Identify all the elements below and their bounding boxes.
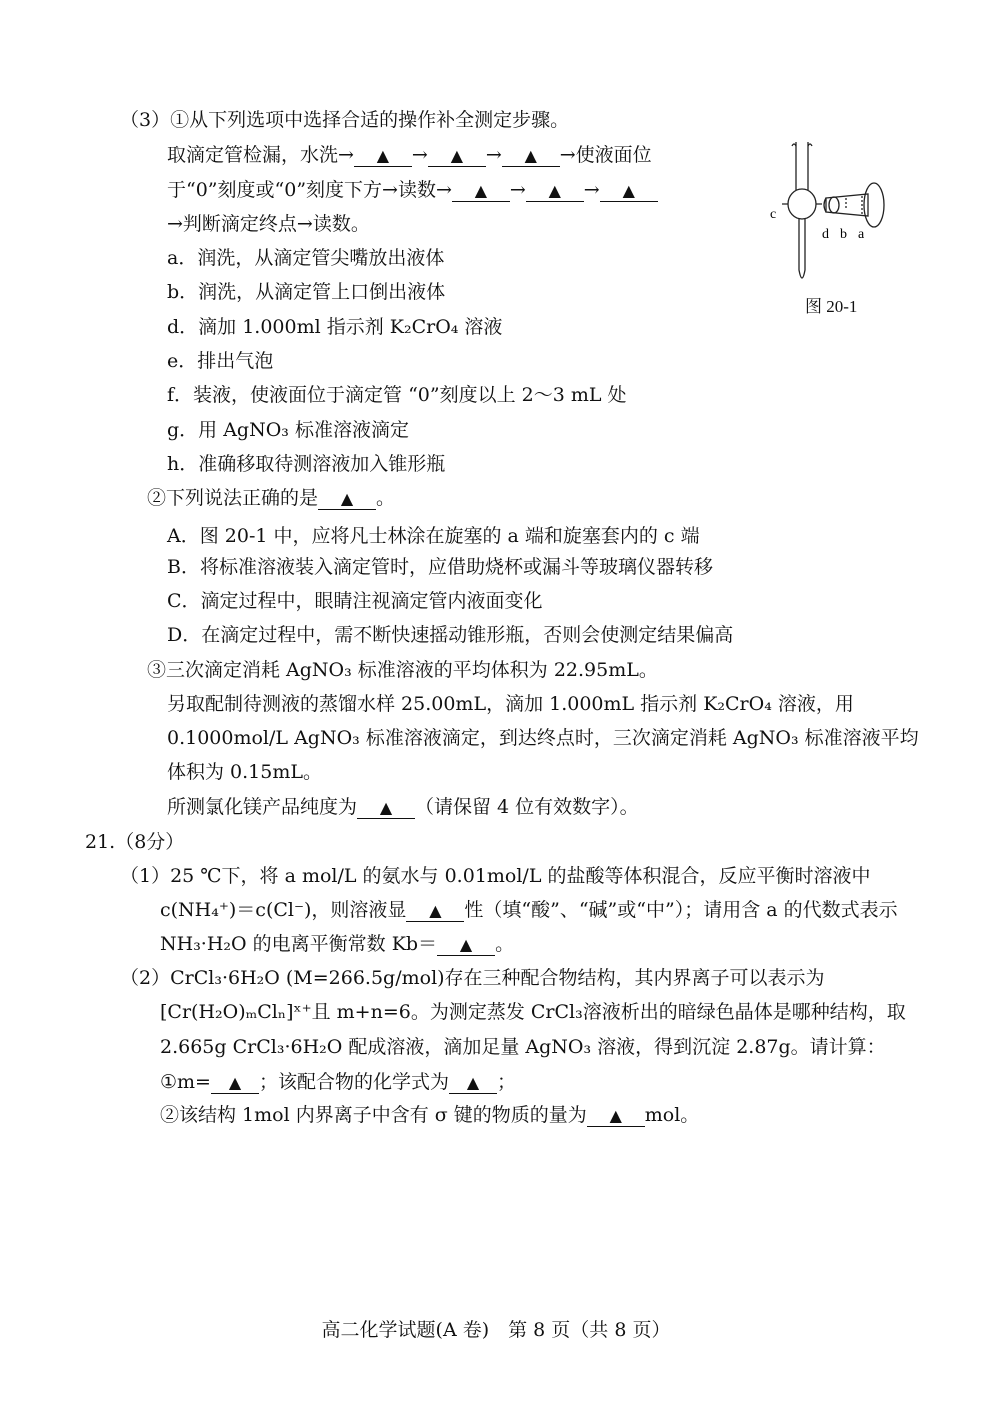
answer-blank[interactable]: [449, 1072, 497, 1094]
triangle-icon: ▲: [340, 489, 354, 508]
triangle-icon: ▲: [450, 146, 463, 165]
option-d: d．滴加 1.000ml 指示剂 K₂CrO₄ 溶液: [167, 316, 503, 338]
option-b: b．润洗，从滴定管上口倒出液体: [167, 281, 446, 303]
plug-handle: [864, 183, 884, 227]
step-line-1-text: 取滴定管检漏，水洗→: [167, 144, 354, 166]
answer-blank[interactable]: [357, 797, 415, 819]
triangle-icon: ▲: [376, 146, 390, 165]
q21-part2-line-1: （2）CrCl₃·6H₂O (M=266.5g/mol)存在三种配合物结构，其内界离子可以表示为: [120, 967, 825, 989]
q21-p2-q2-tail: mol。: [644, 1104, 700, 1126]
question-3-line-4: 体积为 0.15mL。: [167, 761, 322, 783]
q21-p1-l3-text: NH₃·H₂O 的电离平衡常数 Kb＝: [160, 933, 438, 955]
purity-text: 所测氯化镁产品纯度为: [167, 796, 358, 818]
arrow: →: [485, 144, 502, 166]
stopcock-sleeve: [788, 189, 816, 219]
figure-label-a: a: [858, 227, 865, 242]
purity-line: [167, 795, 639, 819]
q21-p1-l2-tail: 性（填“酸”、“碱”或“中”）；请用含 a 的代数式表示: [464, 899, 898, 921]
option-f: f．装液，使液面位于滴定管 “0”刻度以上 2～3 mL 处: [167, 384, 627, 406]
step-line-1-end: →使液面位: [559, 144, 652, 166]
figure-caption: 图 20-1: [805, 297, 858, 316]
q21-part2-question-2: [160, 1103, 699, 1127]
triangle-icon: ▲: [379, 798, 393, 817]
q20-part3-heading: （3）①从下列选项中选择合适的操作补全测定步骤。: [120, 109, 570, 131]
figure-label-c: c: [770, 207, 777, 222]
q21-p1-l3-tail: 。: [495, 933, 515, 955]
question-2-heading: [147, 486, 395, 510]
burette-tip: [799, 219, 805, 278]
triangle-icon: ▲: [466, 1073, 480, 1092]
answer-blank[interactable]: [318, 488, 376, 510]
plug-hole: [829, 197, 839, 213]
page-footer: 高二化学试题(A 卷) 第 8 页（共 8 页）: [321, 1319, 671, 1341]
q21-part1-line-1: （1）25 ℃下，将 a mol/L 的氨水与 0.01mol/L 的盐酸等体积混合，反应平衡时溶液中: [120, 865, 871, 887]
question-2-text: ②下列说法正确的是: [147, 487, 319, 509]
choice-a: A．图 20-1 中，应将凡士林涂在旋塞的 a 端和旋塞套内的 c 端: [167, 525, 700, 547]
q21-heading: 21.（8分）: [85, 831, 185, 853]
answer-blank[interactable]: [587, 1105, 645, 1127]
q21-p2-q1-tail: ；: [497, 1071, 517, 1093]
q21-part2-question-1: [160, 1070, 516, 1094]
q21-p2-q2-text: ②该结构 1mol 内界离子中含有 σ 键的物质的量为: [160, 1104, 587, 1126]
answer-blank[interactable]: [437, 934, 495, 956]
choice-d: D．在滴定过程中，需不断快速摇动锥形瓶，否则会使测定结果偏高: [167, 624, 734, 646]
triangle-icon: ▲: [622, 181, 635, 200]
arrow: →: [411, 144, 428, 166]
q21-part2-line-3: 2.665g CrCl₃·6H₂O 配成溶液，滴加足量 AgNO₃ 溶液，得到沉淀 2.87g。请计算：: [160, 1036, 886, 1058]
q21-p1-l2-text: c(NH₄⁺)＝c(Cl⁻)，则溶液显: [160, 899, 407, 921]
triangle-icon: ▲: [474, 181, 488, 200]
figure-label-b: b: [840, 227, 847, 242]
step-line-2-text: 于“0”刻度或“0”刻度下方→读数→: [167, 179, 452, 201]
q21-p2-q1-text: ①m=: [160, 1071, 211, 1093]
triangle-icon: ▲: [609, 1106, 622, 1125]
answer-blank[interactable]: [600, 180, 658, 202]
option-a: a．润洗，从滴定管尖嘴放出液体: [167, 247, 445, 269]
answer-blank[interactable]: [354, 145, 412, 167]
figure-label-d: d: [822, 227, 829, 242]
option-e: e．排出气泡: [167, 350, 274, 372]
answer-blank[interactable]: [211, 1072, 259, 1094]
answer-blank[interactable]: [526, 180, 584, 202]
question-3-line-3: 0.1000mol/L AgNO₃ 标准溶液滴定，到达终点时，三次滴定消耗 AgNO₃ 标准溶液平均: [167, 727, 919, 749]
arrow: →: [509, 179, 526, 201]
triangle-icon: ▲: [429, 901, 442, 920]
purity-tail: （请保留 4 位有效数字）。: [415, 796, 639, 818]
q21-p2-q1-mid: ；该配合物的化学式为: [258, 1071, 449, 1093]
answer-blank[interactable]: [428, 145, 486, 167]
burette-top: [792, 144, 812, 146]
answer-blank[interactable]: [406, 900, 464, 922]
burette-stopcock-figure: [762, 138, 892, 290]
triangle-icon: ▲: [548, 181, 561, 200]
question-3-line-2: 另取配制待测液的蒸馏水样 25.00mL，滴加 1.000mL 指示剂 K₂CrO₄ 溶液，用: [167, 693, 854, 715]
burette-tube: [796, 142, 808, 190]
triangle-icon: ▲: [228, 1073, 242, 1092]
choice-b: B．将标准溶液装入滴定管时，应借助烧杯或漏斗等玻璃仪器转移: [167, 556, 713, 578]
arrow: →: [583, 179, 600, 201]
question-3-line-1: ③三次滴定消耗 AgNO₃ 标准溶液的平均体积为 22.95mL。: [147, 659, 658, 681]
q21-part1-line-3: [160, 932, 514, 956]
option-h: h．准确移取待测溶液加入锥形瓶: [167, 453, 446, 475]
step-line-2: [167, 178, 658, 202]
triangle-icon: ▲: [524, 146, 537, 165]
choice-c: C．滴定过程中，眼睛注视滴定管内液面变化: [167, 590, 543, 612]
q21-part1-line-2: [160, 898, 898, 922]
answer-blank[interactable]: [502, 145, 560, 167]
q21-part2-line-2: [Cr(H₂O)ₘClₙ]ˣ⁺且 m+n=6。为测定蒸发 CrCl₃溶液析出的暗绿色晶体是哪种结构，取: [160, 1001, 906, 1023]
answer-blank[interactable]: [452, 180, 510, 202]
step-line-3: →判断滴定终点→读数。: [167, 213, 370, 235]
triangle-icon: ▲: [459, 935, 473, 954]
step-line-1: [167, 143, 652, 167]
option-g: g．用 AgNO₃ 标准溶液滴定: [167, 419, 409, 441]
question-2-tail: 。: [376, 487, 396, 509]
plug-marks: [846, 196, 862, 214]
